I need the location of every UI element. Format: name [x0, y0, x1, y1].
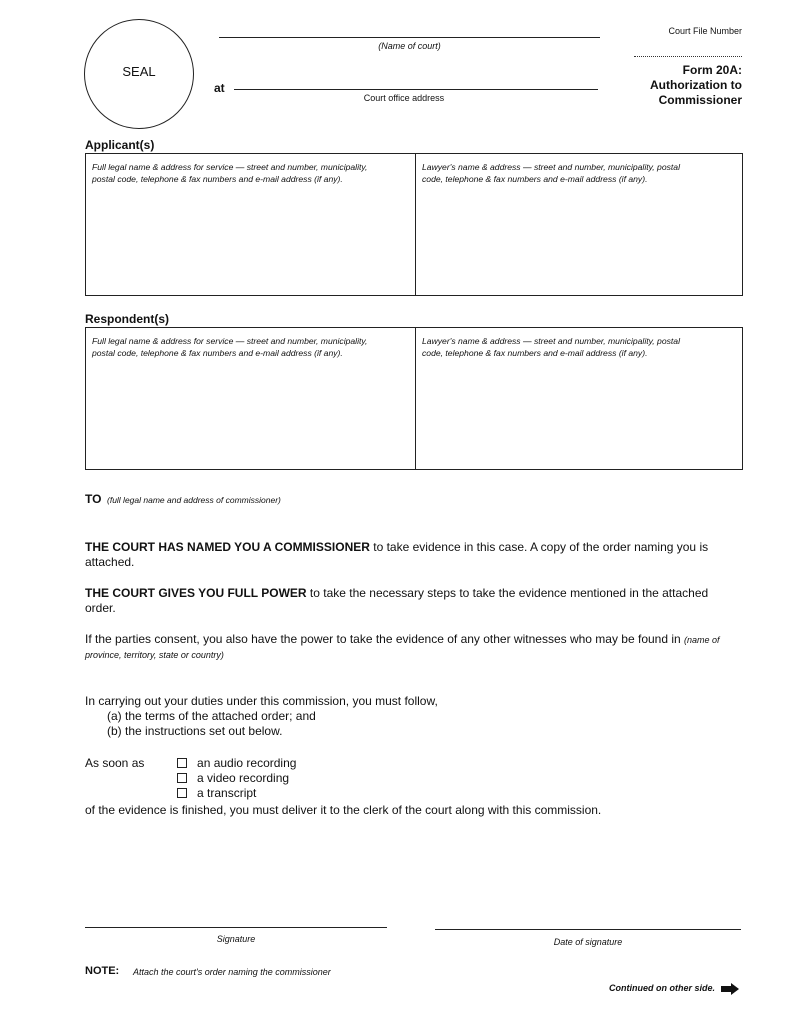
full-power-bold: THE COURT GIVES YOU FULL POWER [85, 586, 307, 600]
consent-paragraph [85, 632, 755, 663]
applicants-box [85, 153, 743, 296]
transcript-checkbox[interactable] [177, 788, 187, 798]
applicant-details-field[interactable] [92, 161, 412, 185]
option-video-label: a video recording [197, 771, 290, 785]
respondent-caption-line-2: postal code, telephone & fax numbers and e-mail address (if any). [92, 348, 343, 358]
consent-caption: (name of [684, 635, 720, 645]
respondents-heading: Respondent(s) [85, 312, 169, 326]
applicant-lawyer-caption-line-1: Lawyer's name & address — street and number, municipality, postal [422, 162, 680, 172]
commissioner-text-line-2: attached. [85, 555, 135, 569]
full-power-paragraph [85, 586, 755, 616]
applicant-lawyer-caption-line-2: code, telephone & fax numbers and e-mail address (if any). [422, 174, 648, 184]
form-title-line-2: Commissioner [658, 93, 742, 107]
option-audio-label: an audio recording [197, 756, 297, 770]
duty-b-text: the instructions set out below. [125, 724, 283, 738]
as-soon-as-label: As soon as [85, 756, 145, 770]
respondent-details-field[interactable] [92, 335, 412, 359]
commissioner-bold: THE COURT HAS NAMED YOU A COMMISSIONER [85, 540, 370, 554]
respondent-lawyer-caption-line-2: code, telephone & fax numbers and e-mail address (if any). [422, 348, 648, 358]
full-power-text-line-2: order. [85, 601, 116, 615]
signature-caption: Signature [216, 934, 256, 944]
respondent-lawyer-caption-line-1: Lawyer's name & address — street and number, municipality, postal [422, 336, 680, 346]
deliver-paragraph: of the evidence is finished, you must deliver it to the clerk of the court along with this commission. [85, 803, 602, 817]
option-video[interactable] [177, 771, 477, 786]
to-caption: (full legal name and address of commissioner) [107, 495, 281, 505]
applicants-heading: Applicant(s) [85, 138, 155, 152]
full-power-text: to take the necessary steps to take the evidence mentioned in the attached [306, 586, 709, 600]
audio-checkbox[interactable] [177, 758, 187, 768]
form-title-line-1: Authorization to [650, 78, 742, 92]
duty-b-label: (b) [107, 724, 122, 738]
duties-paragraph [85, 694, 745, 739]
duty-a-label: (a) [107, 709, 122, 723]
signature-line[interactable] [85, 927, 387, 928]
commissioner-paragraph [85, 540, 745, 570]
option-transcript[interactable] [177, 786, 477, 801]
date-caption: Date of signature [553, 937, 623, 947]
option-audio[interactable] [177, 756, 477, 771]
option-transcript-label: a transcript [197, 786, 257, 800]
video-checkbox[interactable] [177, 773, 187, 783]
respondents-box [85, 327, 743, 470]
court-file-number-label: Court File Number [668, 26, 742, 36]
consent-caption-line-2: province, territory, state or country) [85, 650, 224, 660]
respondents-divider [415, 328, 416, 469]
court-office-line[interactable] [234, 89, 598, 90]
form-number: Form 20A: [682, 63, 742, 77]
applicant-lawyer-field[interactable] [422, 161, 740, 185]
court-name-caption: (Name of court) [378, 41, 441, 51]
court-office-caption: Court office address [363, 93, 445, 103]
seal-label: SEAL [122, 64, 156, 79]
respondent-lawyer-field[interactable] [422, 335, 740, 359]
applicant-caption-line-1: Full legal name & address for service — street and number, municipality, [92, 162, 368, 172]
consent-text: If the parties consent, you also have the power to take the evidence of any other witnesses who may be found in [85, 632, 685, 646]
court-name-line [219, 37, 600, 38]
continued-text: Continued on other side. [609, 983, 715, 993]
to-label: TO [85, 492, 102, 506]
continued-arrow-icon [720, 983, 740, 995]
commissioner-text: to take evidence in this case. A copy of the order naming you is [369, 540, 709, 554]
date-line[interactable] [435, 929, 741, 930]
applicant-caption-line-2: postal code, telephone & fax numbers and e-mail address (if any). [92, 174, 343, 184]
court-file-number-line[interactable] [634, 56, 742, 57]
applicants-divider [415, 154, 416, 295]
at-label: at [214, 81, 225, 95]
recording-options [177, 756, 477, 801]
duties-intro: In carrying out your duties under this commission, you must follow, [85, 694, 438, 708]
duty-a-text: the terms of the attached order; and [125, 709, 316, 723]
note-label: NOTE: [85, 965, 120, 977]
respondent-caption-line-1: Full legal name & address for service — street and number, municipality, [92, 336, 368, 346]
note-text: Attach the court's order naming the commissioner [133, 967, 331, 977]
